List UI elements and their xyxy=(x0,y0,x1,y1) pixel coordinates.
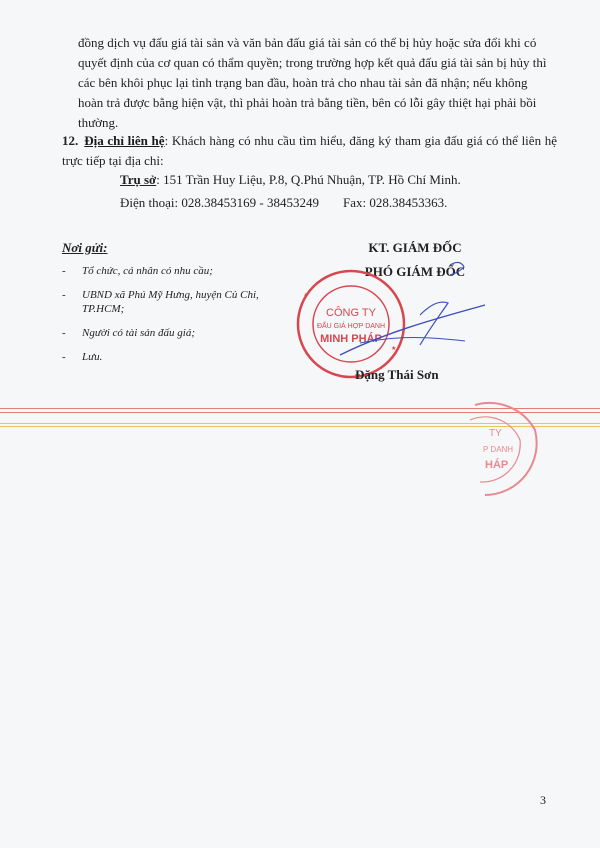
signature-title-2: PHÓ GIÁM ĐỐC xyxy=(364,264,466,279)
seal-text-3: MINH PHÁP xyxy=(320,333,382,345)
seal-text-1: CÔNG TY xyxy=(326,307,376,319)
partial-seal xyxy=(465,400,545,500)
recipient-item: - Người có tài sản đấu giá; xyxy=(62,327,196,339)
seal-text-2: ĐẤU GIÁ HỢP DANH xyxy=(316,323,386,330)
contact-label: Địa chỉ liên hệ xyxy=(84,133,165,148)
body-line: thường. xyxy=(78,115,119,130)
recipients-list xyxy=(62,264,272,374)
phone-number: Điện thoại: 028.38453169 - 38453249 xyxy=(120,195,319,210)
recipient-item: - Tổ chức, cá nhân có nhu cầu; xyxy=(62,265,213,277)
signature-title-1: KT. GIÁM ĐỐC xyxy=(368,240,462,255)
body-line: quyết định của cơ quan có thẩm quyền; trong trường hợp kết quả đấu giá tài sản bị hủy thì xyxy=(78,55,547,70)
fax-number: Fax: 028.38453363. xyxy=(342,195,448,210)
section-number: 12. xyxy=(62,133,79,148)
signature-scribble xyxy=(300,255,500,365)
svg-text:HÁP: HÁP xyxy=(485,459,509,471)
body-line: hoàn trả được bằng hiện vật, thì phải hoàn trả bằng tiền, bên có lỗi gây thiệt hại phải bồi xyxy=(78,95,537,110)
recipient-text: Người có tài sản đấu giá; xyxy=(82,327,196,339)
body-line: đồng dịch vụ đấu giá tài sản và văn bản đấu giá tài sản có thể bị hủy hoặc sửa đổi khi có xyxy=(78,35,537,50)
svg-text:★: ★ xyxy=(391,346,397,352)
contact-text: : Khách hàng có nhu cầu tìm hiểu, đăng ký tham gia đấu giá có thể liên hệ trực tiếp tại địa chỉ: xyxy=(62,133,557,168)
recipients-title-text: Nơi gửi xyxy=(62,240,104,255)
recipients-colon: : xyxy=(103,240,108,255)
signer-name: Đặng Thái Sơn xyxy=(355,367,439,382)
body-line: các bên khôi phục lại tình trạng ban đầu, hoàn trả cho nhau tài sản đã nhận; nếu không xyxy=(78,75,528,90)
svg-text:TY: TY xyxy=(489,428,502,439)
page-number: 3 xyxy=(540,793,546,807)
section-12 xyxy=(62,131,557,171)
office-label: Trụ sở xyxy=(120,172,157,187)
recipient-text: UBND xã Phú Mỹ Hưng, huyện Củ Chi, TP.HCM; xyxy=(82,289,259,315)
recipient-item: - UBND xã Phú Mỹ Hưng, huyện Củ Chi, TP.HCM; xyxy=(62,289,259,315)
recipient-text: Lưu. xyxy=(82,351,103,363)
phone-line xyxy=(120,193,447,213)
svg-text:P DANH: P DANH xyxy=(483,445,514,454)
recipients-title xyxy=(62,238,107,258)
body-paragraph xyxy=(78,33,556,133)
recipient-item: - Lưu. xyxy=(62,351,103,363)
office-address xyxy=(120,170,461,190)
office-text: : 151 Trần Huy Liệu, P.8, Q.Phú Nhuận, TP. Hồ Chí Minh. xyxy=(156,172,461,187)
svg-text:★: ★ xyxy=(302,291,311,300)
recipient-text: Tổ chức, cá nhân có nhu cầu; xyxy=(82,265,213,277)
